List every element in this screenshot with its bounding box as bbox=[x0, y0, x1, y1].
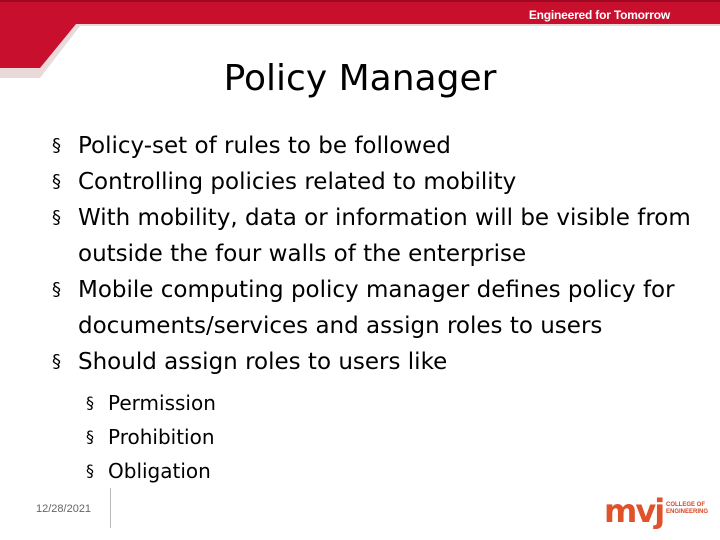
slide-title: Policy Manager bbox=[223, 58, 497, 99]
header-tagline: Engineered for Tomorrow bbox=[528, 8, 670, 22]
sub-bullet-text: Prohibition bbox=[108, 425, 215, 449]
sub-bullet-text: Obligation bbox=[108, 459, 211, 483]
bullet-text: Should assign roles to users like bbox=[78, 349, 448, 375]
logo-mark: mvj bbox=[604, 492, 664, 530]
sub-bullet-text: Permission bbox=[108, 391, 216, 415]
bullet-text: Policy-set of rules to be followed bbox=[78, 133, 451, 159]
college-logo bbox=[604, 494, 714, 532]
bullet-icon: § bbox=[52, 279, 61, 300]
sub-bullet-item bbox=[86, 386, 216, 420]
sub-bullet-icon: § bbox=[86, 461, 94, 480]
sub-bullet-list bbox=[86, 386, 216, 488]
bullet-icon: § bbox=[52, 351, 61, 372]
sub-bullet-icon: § bbox=[86, 427, 94, 446]
sub-bullet-item bbox=[86, 454, 216, 488]
bullet-icon: § bbox=[52, 207, 61, 228]
bullet-item bbox=[52, 164, 692, 200]
sub-bullet-item bbox=[86, 420, 216, 454]
bullet-item bbox=[52, 272, 692, 344]
logo-text-line-1: COLLEGE OF bbox=[666, 502, 705, 508]
bullet-item bbox=[52, 128, 692, 164]
logo-text bbox=[666, 502, 708, 516]
logo-text-line-2: ENGINEERING bbox=[666, 509, 709, 515]
bullet-text: With mobility, data or information will be visible from outside the four walls of the enterprise bbox=[78, 205, 691, 267]
footer-date: 12/28/2021 bbox=[36, 503, 92, 515]
bullet-item bbox=[52, 200, 692, 272]
header-band-top-edge bbox=[0, 0, 720, 2]
sub-bullet-icon: § bbox=[86, 393, 94, 412]
bullet-list bbox=[52, 128, 692, 380]
bullet-text: Controlling policies related to mobility bbox=[78, 169, 517, 195]
bullet-item bbox=[52, 344, 692, 380]
bullet-icon: § bbox=[52, 171, 61, 192]
bullet-text: Mobile computing policy manager defines policy for documents/services and assign roles to users bbox=[78, 277, 675, 339]
footer-divider bbox=[110, 488, 111, 528]
bullet-icon: § bbox=[52, 135, 61, 156]
